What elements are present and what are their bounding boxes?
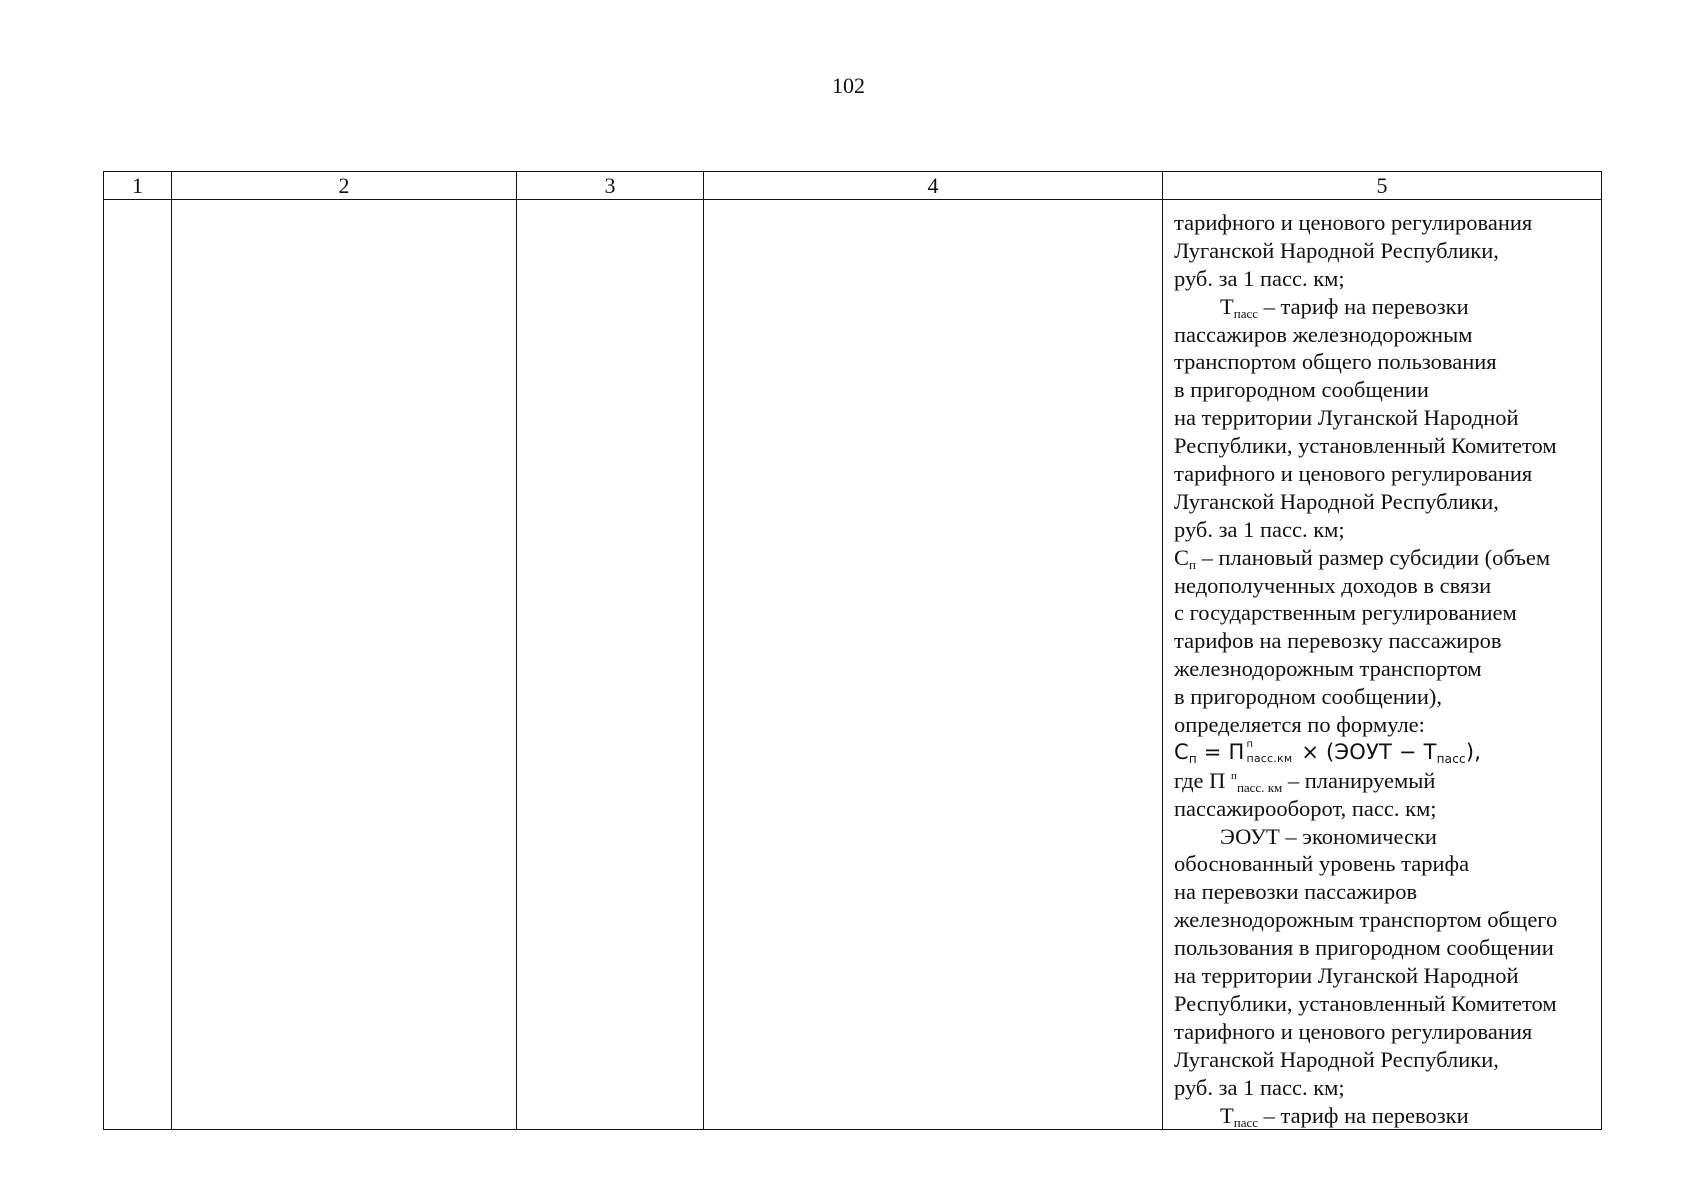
text-line: Республики, установленный Комитетом bbox=[1174, 990, 1557, 1016]
table-row bbox=[104, 200, 1602, 1130]
text-line: на территории Луганской Народной bbox=[1174, 405, 1519, 431]
cell-col-5 bbox=[1163, 200, 1602, 1130]
text-line: в пригородном сообщении bbox=[1174, 377, 1429, 403]
text-line: Луганской Народной Республики, bbox=[1174, 488, 1499, 514]
text-line: Луганской Народной Республики, bbox=[1174, 1046, 1499, 1072]
definition-p-pass-km: где П $^п_{пасс. км}$ – планируемый bbox=[1174, 767, 1436, 795]
text-line: руб. за 1 пасс. км; bbox=[1174, 265, 1345, 291]
definition-eout: ЭОУТ – экономически bbox=[1220, 823, 1437, 849]
text-line: руб. за 1 пасс. км; bbox=[1174, 516, 1345, 542]
subsidy-formula: Сп = П п пасс.км × (ЭОУТ − Тпасс), bbox=[1174, 738, 1482, 766]
text-line: тарифного и ценового регулирования bbox=[1174, 1018, 1533, 1044]
column-header-4: 4 bbox=[704, 172, 1163, 200]
text-line: Луганской Народной Республики, bbox=[1174, 237, 1499, 263]
column-header-2: 2 bbox=[172, 172, 517, 200]
cell-col-1 bbox=[104, 200, 172, 1130]
table-header-row bbox=[104, 172, 1602, 200]
document-table bbox=[103, 171, 1602, 1130]
cell-col-2 bbox=[172, 200, 517, 1130]
text-line: тарифов на перевозку пассажиров bbox=[1174, 628, 1502, 654]
text-line: железнодорожным транспортом bbox=[1174, 656, 1482, 682]
column-header-5: 5 bbox=[1163, 172, 1602, 200]
text-line: обоснованный уровень тарифа bbox=[1174, 851, 1470, 877]
text-line: с государственным регулированием bbox=[1174, 600, 1517, 626]
text-line: пассажиров железнодорожным bbox=[1174, 321, 1473, 347]
text-line: тарифного и ценового регулирования bbox=[1174, 461, 1533, 487]
text-line: определяется по формуле: bbox=[1174, 712, 1425, 738]
definition-c-p: $С_п$ – плановый размер субсидии (объем bbox=[1174, 544, 1551, 572]
text-line: пассажирооборот, пасс. км; bbox=[1174, 795, 1437, 821]
cell-col-3 bbox=[517, 200, 704, 1130]
text-line: транспортом общего пользования bbox=[1174, 349, 1497, 375]
text-line: Республики, установленный Комитетом bbox=[1174, 433, 1557, 459]
text-line: тарифного и ценового регулирования bbox=[1174, 210, 1533, 235]
definition-t-pass: $Т_{пасс}$ – тариф на перевозки bbox=[1220, 1102, 1469, 1130]
text-line: недополученных доходов в связи bbox=[1174, 572, 1492, 598]
text-line: на перевозки пассажиров bbox=[1174, 879, 1418, 905]
column-header-3: 3 bbox=[517, 172, 704, 200]
text-line: руб. за 1 пасс. км; bbox=[1174, 1074, 1345, 1100]
column-header-1: 1 bbox=[104, 172, 172, 200]
text-line: на территории Луганской Народной bbox=[1174, 963, 1519, 989]
definition-t-pass: $Т_{пасс}$ – тариф на перевозки bbox=[1220, 293, 1469, 321]
text-line: железнодорожным транспортом общего bbox=[1174, 907, 1558, 933]
text-line: пользования в пригородном сообщении bbox=[1174, 935, 1554, 961]
text-line: в пригородном сообщении), bbox=[1174, 684, 1443, 710]
cell-col-4 bbox=[704, 200, 1163, 1130]
page-number: 102 bbox=[832, 73, 865, 98]
